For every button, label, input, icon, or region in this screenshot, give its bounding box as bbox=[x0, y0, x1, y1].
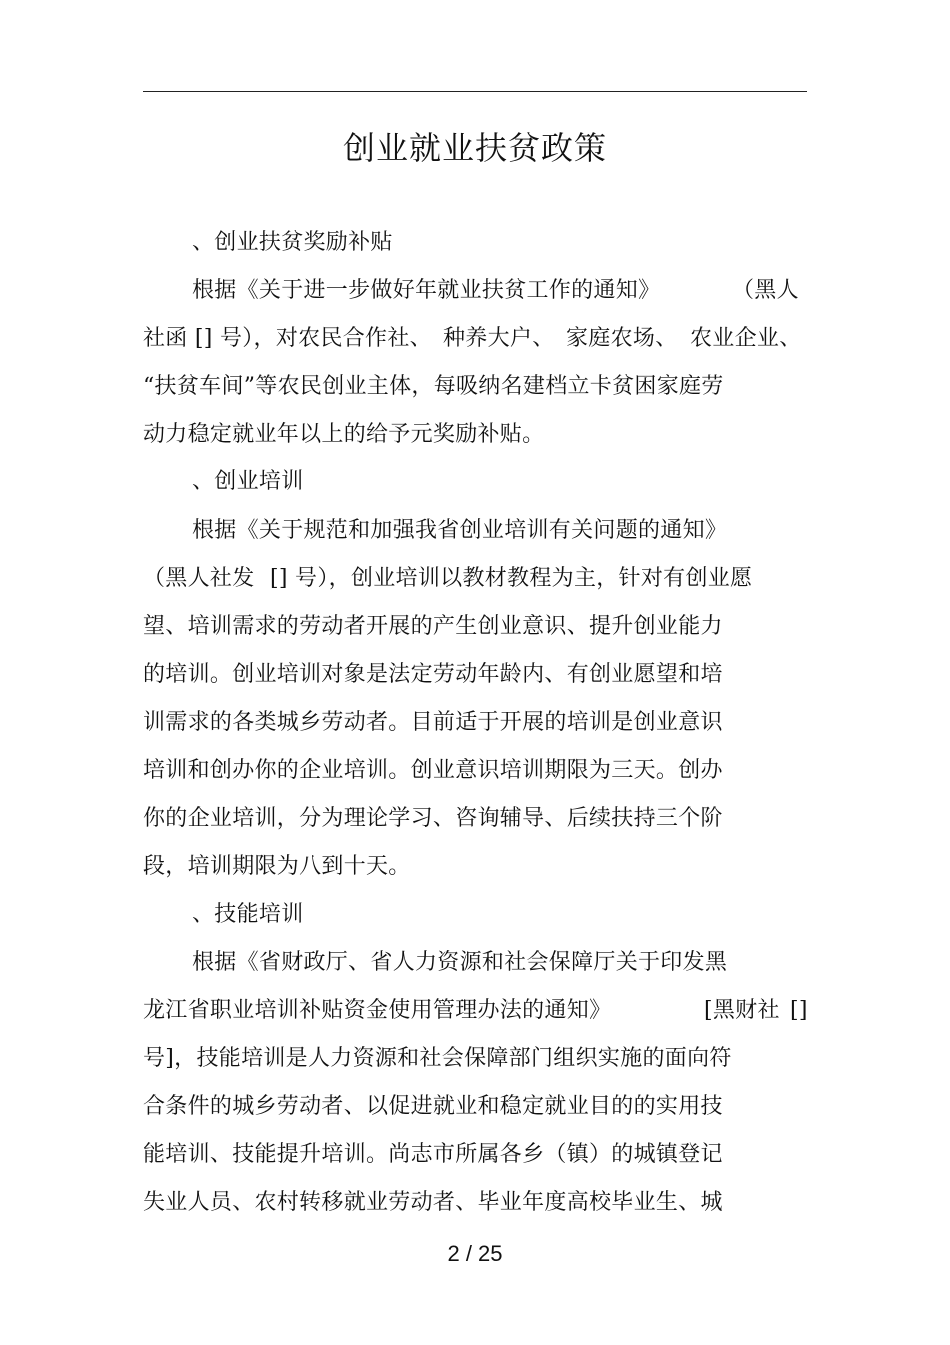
body-line: 望、培训需求的劳动者开展的产生创业意识、提升创业能力 bbox=[143, 614, 723, 639]
section-heading-1: 、创业扶贫奖励补贴 bbox=[192, 230, 393, 255]
header-rule bbox=[143, 91, 807, 92]
body-line: 种养大户、 bbox=[443, 326, 555, 351]
document-title: 创业就业扶贫政策 bbox=[342, 129, 607, 167]
body-line: 段，培训期限为八到十天。 bbox=[143, 854, 411, 879]
body-line: 能培训、技能提升培训。尚志市所属各乡（镇）的城镇登记 bbox=[143, 1142, 723, 1167]
section-heading-2: 、创业培训 bbox=[192, 469, 304, 494]
body-line: 龙江省职业培训补贴资金使用管理办法的通知》 bbox=[143, 998, 612, 1023]
body-line: 号]，技能培训是人力资源和社会保障部门组织实施的面向符 bbox=[143, 1046, 732, 1071]
body-line: 动力稳定就业年以上的给予元奖励补贴。 bbox=[143, 422, 545, 447]
body-line: 合条件的城乡劳动者、以促进就业和稳定就业目的的实用技 bbox=[143, 1094, 723, 1119]
body-line: 失业人员、农村转移就业劳动者、毕业年度高校毕业生、城 bbox=[143, 1190, 723, 1215]
page-number: 2 / 25 bbox=[447, 1241, 503, 1266]
body-line: “扶贫车间”等农民创业主体，每吸纳名建档立卡贫困家庭劳 bbox=[143, 374, 724, 399]
body-line: [] 号），创业培训以教材教程为主，针对有创业愿 bbox=[270, 566, 753, 591]
body-line: [黑财社 bbox=[704, 998, 780, 1023]
body-line: （黑人 bbox=[732, 278, 799, 303]
body-line: （黑人社发 bbox=[143, 566, 255, 591]
body-line: 根据《省财政厅、省人力资源和社会保障厅关于印发黑 bbox=[192, 950, 728, 975]
body-line: 农业企业、 bbox=[690, 326, 802, 351]
body-line: 的培训。创业培训对象是法定劳动年龄内、有创业愿望和培 bbox=[143, 662, 723, 687]
body-line: 家庭农场、 bbox=[566, 326, 678, 351]
body-line: [] bbox=[790, 998, 808, 1023]
body-line: 根据《关于进一步做好年就业扶贫工作的通知》 bbox=[192, 278, 661, 303]
body-line: 社函 [] 号），对农民合作社、 bbox=[143, 326, 432, 351]
body-line: 训需求的各类城乡劳动者。目前适于开展的培训是创业意识 bbox=[143, 710, 723, 735]
body-line: 培训和创办你的企业培训。创业意识培训期限为三天。创办 bbox=[143, 758, 723, 783]
section-heading-3: 、技能培训 bbox=[192, 902, 304, 927]
body-line: 你的企业培训，分为理论学习、咨询辅导、后续扶持三个阶 bbox=[143, 806, 723, 831]
body-line: 根据《关于规范和加强我省创业培训有关问题的通知》 bbox=[192, 518, 728, 543]
